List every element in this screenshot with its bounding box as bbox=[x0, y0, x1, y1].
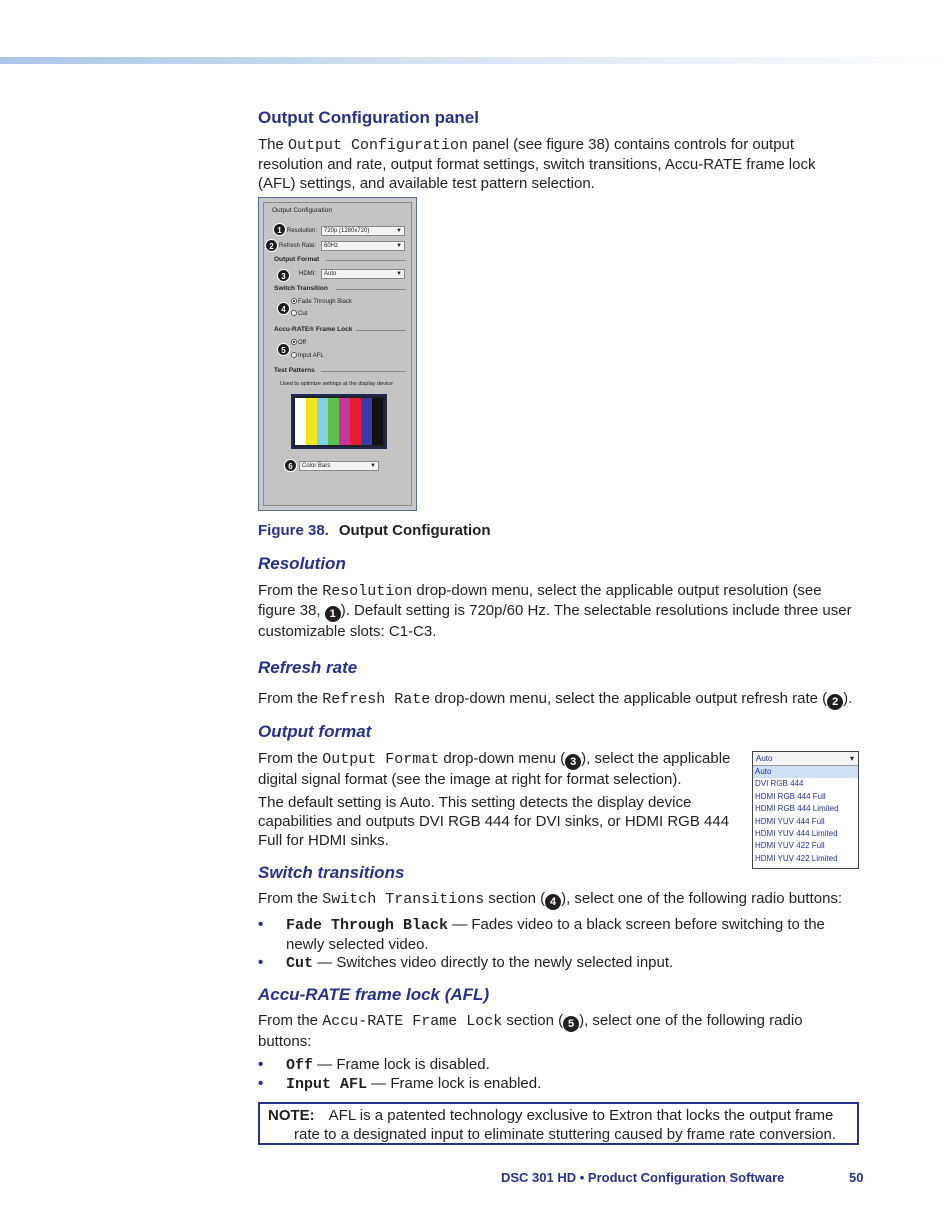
dropdown-option: HDMI RGB 444 Limited bbox=[755, 804, 839, 814]
body-text: From the bbox=[258, 750, 323, 767]
chevron-down-icon: ▼ bbox=[396, 228, 402, 234]
radio-fade-through-black[interactable] bbox=[291, 298, 352, 305]
afl-paragraph bbox=[258, 1011, 803, 1051]
radio-label: Cut bbox=[298, 311, 308, 317]
refresh-rate-select[interactable] bbox=[321, 241, 405, 251]
bullet-input-afl bbox=[258, 1074, 858, 1094]
section-title: Output Configuration panel bbox=[258, 108, 479, 127]
divider bbox=[356, 330, 406, 331]
refresh-rate-label: Refresh Rate: bbox=[279, 243, 317, 249]
body-text: figure 38, bbox=[258, 602, 325, 619]
output-format-paragraph bbox=[258, 749, 748, 789]
control-name: Accu-RATE Frame Lock bbox=[322, 1013, 503, 1030]
dropdown-option: HDMI YUV 444 Full bbox=[755, 816, 825, 826]
body-text: From the bbox=[258, 582, 323, 599]
bullet-icon: • bbox=[258, 1056, 264, 1073]
test-patterns-hint: Used to optimize settings at the display device bbox=[280, 381, 393, 387]
radio-afl-off[interactable] bbox=[291, 339, 306, 346]
figure-number: Figure 38. bbox=[258, 522, 329, 539]
control-name: Refresh Rate bbox=[322, 691, 431, 708]
output-format-section-title: Output Format bbox=[274, 256, 320, 263]
body-text: ). Default setting is 720p/60 Hz. The selectable resolutions include three user bbox=[340, 602, 852, 619]
hdmi-format-select[interactable] bbox=[321, 269, 405, 279]
body-text: buttons: bbox=[258, 1033, 312, 1050]
bullet-icon: • bbox=[258, 916, 264, 933]
body-text: drop-down menu, select the applicable output refresh rate ( bbox=[430, 690, 828, 707]
body-text: — Frame lock is enabled. bbox=[367, 1075, 542, 1092]
resolution-select[interactable] bbox=[321, 226, 405, 236]
dropdown-option: HDMI RGB 444 Full bbox=[755, 791, 826, 801]
body-text: From the bbox=[258, 1012, 323, 1029]
chevron-down-icon: ▼ bbox=[370, 463, 376, 469]
option-term: Off bbox=[286, 1057, 314, 1074]
dropdown-option: Auto bbox=[753, 766, 858, 778]
switch-transitions-paragraph bbox=[258, 889, 842, 910]
page-number: 50 bbox=[849, 1170, 864, 1185]
resolution-paragraph bbox=[258, 581, 852, 641]
callout-badge-6: 6 bbox=[284, 459, 297, 472]
resolution-value: 720p (1280x720) bbox=[324, 228, 370, 234]
bullet-text bbox=[286, 915, 856, 954]
note-text: AFL is a patented technology exclusive to Extron that locks the output frame bbox=[328, 1107, 834, 1124]
bullet-icon: • bbox=[258, 954, 264, 971]
callout-badge: 1 bbox=[325, 606, 341, 622]
bullet-text bbox=[286, 1074, 856, 1094]
body-text: From the bbox=[258, 890, 323, 907]
control-name: Resolution bbox=[322, 583, 413, 600]
refresh-rate-paragraph bbox=[258, 689, 852, 710]
option-term: Cut bbox=[286, 955, 314, 972]
group-title: Output Configuration bbox=[272, 207, 332, 214]
dropdown-header bbox=[753, 752, 858, 766]
body-text: ), select one of the following radio buttons: bbox=[561, 890, 843, 907]
resolution-label: Resolution: bbox=[287, 228, 318, 234]
note-box bbox=[258, 1102, 859, 1145]
color-bar bbox=[328, 398, 339, 445]
body-text: — Switches video directly to the newly selected input. bbox=[313, 954, 674, 971]
bullet-text bbox=[286, 953, 856, 973]
dropdown-option: HDMI YUV 422 Limited bbox=[755, 853, 838, 863]
afl-heading: Accu-RATE frame lock (AFL) bbox=[258, 985, 490, 1004]
figure-title: Output Configuration bbox=[338, 522, 491, 539]
body-text: ), select the applicable bbox=[581, 750, 731, 767]
bullet-text bbox=[286, 1055, 856, 1075]
hdmi-format-value: Auto bbox=[324, 271, 337, 277]
body-text: Full for HDMI sinks. bbox=[258, 832, 389, 849]
body-text: drop-down menu, select the applicable output resolution (see bbox=[412, 582, 822, 599]
resolution-heading: Resolution bbox=[258, 554, 346, 573]
output-format-default-paragraph bbox=[258, 793, 748, 850]
callout-badge: 2 bbox=[827, 694, 843, 710]
output-configuration-group bbox=[263, 202, 412, 506]
radio-label: Fade Through Black bbox=[298, 299, 352, 305]
switch-transitions-heading: Switch transitions bbox=[258, 863, 405, 882]
body-text: The default setting is Auto. This setting detects the display device bbox=[258, 794, 692, 811]
note-label: NOTE: bbox=[268, 1107, 315, 1124]
chevron-down-icon: ▼ bbox=[396, 271, 402, 277]
dropdown-option: DVI RGB 444 bbox=[755, 779, 804, 789]
color-bar bbox=[317, 398, 328, 445]
callout-badge-3: 3 bbox=[277, 269, 290, 282]
callout-badge: 5 bbox=[563, 1016, 579, 1032]
body-text: — Fades video to a black screen before switching to the bbox=[448, 916, 825, 933]
callout-badge-5: 5 bbox=[277, 343, 290, 356]
switch-transition-section-title: Switch Transition bbox=[274, 285, 328, 292]
test-pattern-select[interactable] bbox=[299, 461, 379, 471]
control-name: Switch Transitions bbox=[322, 891, 485, 908]
body-text: capabilities and outputs DVI RGB 444 for DVI sinks, or HDMI RGB 444 bbox=[258, 813, 730, 830]
bullet-fade-through-black bbox=[258, 915, 858, 955]
body-text: customizable slots: C1-C3. bbox=[258, 623, 437, 640]
color-bar bbox=[361, 398, 372, 445]
test-patterns-section-title: Test Patterns bbox=[274, 367, 315, 374]
divider bbox=[336, 289, 406, 290]
intro-text: panel (see figure 38) contains controls for output bbox=[468, 136, 795, 153]
radio-indicator bbox=[291, 339, 297, 345]
option-term: Input AFL bbox=[286, 1076, 368, 1093]
body-text: section ( bbox=[502, 1012, 564, 1029]
body-text: — Frame lock is disabled. bbox=[313, 1056, 490, 1073]
bullet-cut bbox=[258, 953, 858, 973]
radio-label: Off bbox=[298, 340, 306, 346]
divider bbox=[326, 260, 406, 261]
dropdown-option: HDMI YUV 444 Limited bbox=[755, 828, 838, 838]
refresh-rate-heading: Refresh rate bbox=[258, 658, 358, 677]
radio-indicator bbox=[291, 310, 297, 316]
refresh-rate-value: 60Hz bbox=[324, 243, 339, 249]
color-bar bbox=[339, 398, 350, 445]
body-text: newly selected video. bbox=[286, 936, 429, 953]
option-term: Fade Through Black bbox=[286, 917, 449, 934]
color-bar bbox=[350, 398, 361, 445]
radio-indicator bbox=[291, 352, 297, 358]
body-text: From the bbox=[258, 690, 323, 707]
header-gradient-bar bbox=[0, 57, 950, 64]
afl-section-title: Accu-RATE® Frame Lock bbox=[274, 326, 353, 333]
body-text: digital signal format (see the image at right for format selection). bbox=[258, 771, 682, 788]
body-text: ), select one of the following radio bbox=[579, 1012, 803, 1029]
output-format-dropdown-image bbox=[752, 751, 859, 869]
chevron-down-icon: ▼ bbox=[396, 243, 402, 249]
body-text: ). bbox=[843, 690, 853, 707]
radio-input-afl[interactable] bbox=[291, 352, 324, 359]
bullet-off bbox=[258, 1055, 858, 1075]
radio-cut[interactable] bbox=[291, 310, 307, 317]
radio-indicator bbox=[291, 298, 297, 304]
chevron-down-icon: ▾ bbox=[849, 754, 854, 763]
callout-badge-2: 2 bbox=[265, 239, 278, 252]
callout-badge: 4 bbox=[545, 894, 561, 910]
dropdown-option: HDMI YUV 422 Full bbox=[755, 841, 825, 851]
hdmi-label: HDMI: bbox=[299, 271, 316, 277]
color-bars-preview bbox=[291, 394, 387, 449]
output-configuration-screenshot bbox=[258, 197, 417, 511]
intro-paragraph bbox=[258, 135, 815, 193]
dropdown-selected-value: Auto bbox=[756, 754, 773, 763]
callout-badge-4: 4 bbox=[277, 302, 290, 315]
body-text: section ( bbox=[484, 890, 546, 907]
divider bbox=[321, 371, 406, 372]
figure-caption bbox=[258, 522, 491, 539]
color-bar bbox=[306, 398, 317, 445]
note-text: rate to a designated input to eliminate stuttering caused by frame rate conversion. bbox=[294, 1126, 836, 1143]
body-text: drop-down menu ( bbox=[439, 750, 566, 767]
intro-panel-name: Output Configuration bbox=[288, 137, 469, 154]
callout-badge: 3 bbox=[565, 754, 581, 770]
color-bar bbox=[372, 398, 383, 445]
color-bar bbox=[295, 398, 306, 445]
control-name: Output Format bbox=[322, 751, 440, 768]
output-format-heading: Output format bbox=[258, 722, 372, 741]
bullet-icon: • bbox=[258, 1075, 264, 1092]
intro-text: The bbox=[258, 136, 289, 153]
radio-label: Input AFL bbox=[298, 353, 324, 359]
footer-title: DSC 301 HD • Product Configuration Software bbox=[501, 1170, 785, 1185]
callout-badge-1: 1 bbox=[273, 223, 286, 236]
intro-line: resolution and rate, output format settings, switch transitions, Accu-RATE frame lock bbox=[258, 156, 816, 173]
intro-line: (AFL) settings, and available test pattern selection. bbox=[258, 175, 595, 192]
test-pattern-value: Color Bars bbox=[302, 463, 331, 469]
